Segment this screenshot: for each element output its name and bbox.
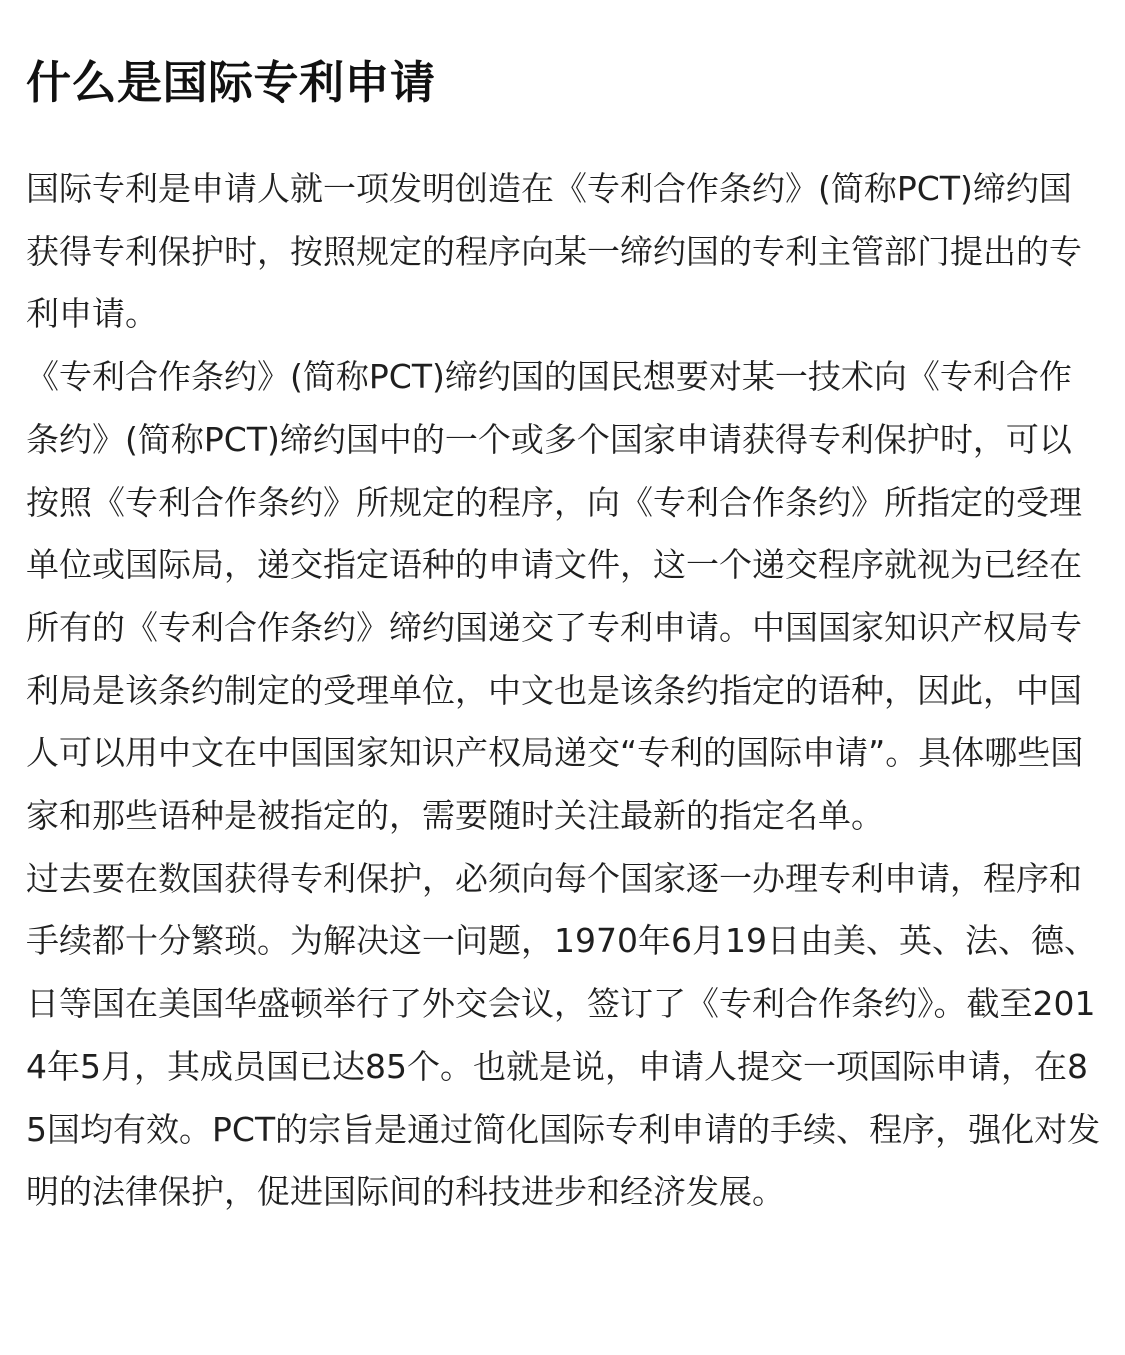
article-title: 什么是国际专利申请	[26, 56, 436, 109]
paragraph-1: 国际专利是申请人就一项发明创造在《专利合作条约》(简称PCT)缔约国获得专利保护时，按照规定的程序向某一缔约国的专利主管部门提出的专利申请。	[26, 169, 1082, 334]
article-body	[26, 158, 1101, 1224]
paragraph-2: 《专利合作条约》(简称PCT)缔约国的国民想要对某一技术向《专利合作条约》(简称PCT)缔约国中的一个或多个国家申请获得专利保护时，可以按照《专利合作条约》所规定的程序，向《专利合作条约》所指定的受理单位或国际局，递交指定语种的申请文件，这一个递交程序就视为已经在所有的《专利合作条约》缔约国递交了专利申请。中国国家知识产权局专利局是该条约制定的受理单位，中文也是该条约指定的语种，因此，中国人可以用中文在中国国家知识产权局递交“专利的国际申请”。具体哪些国家和那些语种是被指定的，需要随时关注最新的指定名单。	[26, 357, 1084, 836]
paragraph-3: 过去要在数国获得专利保护，必须向每个国家逐一办理专利申请，程序和手续都十分繁琐。为解决这一问题，1970年6月19日由美、英、法、德、日等国在美国华盛顿举行了外交会议，签订了《专利合作条约》。截至2014年5月，其成员国已达85个。也就是说，申请人提交一项国际申请，在85国均有效。PCT的宗旨是通过简化国际专利申请的手续、程序，强化对发明的法律保护，促进国际间的科技进步和经济发展。	[26, 858, 1101, 1212]
